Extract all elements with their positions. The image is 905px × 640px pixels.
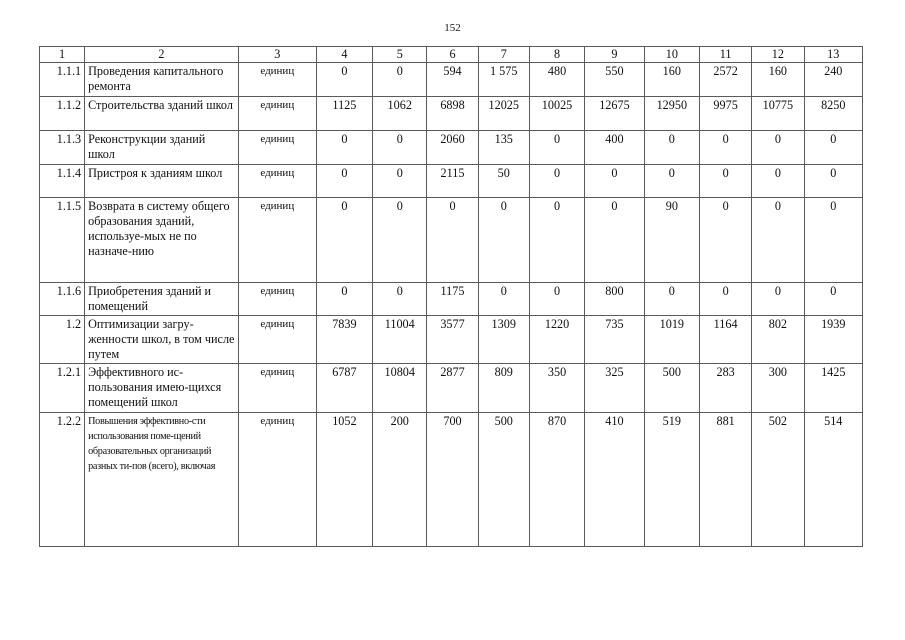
row-unit: единиц	[238, 63, 316, 97]
value-cell: 1164	[699, 316, 751, 364]
value-cell: 594	[427, 63, 478, 97]
value-cell: 0	[373, 198, 427, 283]
value-cell: 1 575	[478, 63, 529, 97]
value-cell: 802	[752, 316, 804, 364]
value-cell: 0	[427, 198, 478, 283]
col-header: 6	[427, 47, 478, 63]
table-row	[40, 165, 863, 198]
col-header: 13	[804, 47, 862, 63]
row-name: Повышения эффективно-сти использования поме-щений образовательных организаций разных ти-пов (всего), включая	[85, 413, 239, 547]
page-number: 152	[444, 22, 461, 34]
value-cell: 0	[478, 198, 529, 283]
value-cell: 0	[644, 131, 699, 165]
value-cell: 1052	[316, 413, 372, 547]
col-header: 10	[644, 47, 699, 63]
col-header: 1	[40, 47, 85, 63]
table-row	[40, 283, 863, 316]
row-unit: единиц	[238, 97, 316, 131]
value-cell: 0	[752, 165, 804, 198]
col-header: 2	[85, 47, 239, 63]
value-cell: 1019	[644, 316, 699, 364]
row-unit: единиц	[238, 316, 316, 364]
col-header: 5	[373, 47, 427, 63]
value-cell: 12950	[644, 97, 699, 131]
value-cell: 0	[804, 131, 862, 165]
value-cell: 283	[699, 364, 751, 413]
table-row	[40, 364, 863, 413]
row-id: 1.1.5	[40, 198, 85, 283]
row-unit: единиц	[238, 131, 316, 165]
value-cell: 0	[529, 165, 584, 198]
value-cell: 12025	[478, 97, 529, 131]
row-id: 1.2.1	[40, 364, 85, 413]
value-cell: 0	[804, 198, 862, 283]
value-cell: 0	[316, 165, 372, 198]
value-cell: 500	[478, 413, 529, 547]
value-cell: 50	[478, 165, 529, 198]
value-cell: 1939	[804, 316, 862, 364]
value-cell: 514	[804, 413, 862, 547]
value-cell: 11004	[373, 316, 427, 364]
value-cell: 700	[427, 413, 478, 547]
value-cell: 2115	[427, 165, 478, 198]
value-cell: 0	[316, 63, 372, 97]
value-cell: 0	[752, 283, 804, 316]
value-cell: 0	[644, 283, 699, 316]
value-cell: 0	[699, 198, 751, 283]
value-cell: 350	[529, 364, 584, 413]
value-cell: 410	[585, 413, 644, 547]
value-cell: 1175	[427, 283, 478, 316]
value-cell: 809	[478, 364, 529, 413]
row-unit: единиц	[238, 198, 316, 283]
row-name: Пристроя к зданиям школ	[85, 165, 239, 198]
value-cell: 240	[804, 63, 862, 97]
value-cell: 480	[529, 63, 584, 97]
value-cell: 0	[752, 198, 804, 283]
row-name: Возврата в систему общего образования зданий, используе-мых не по назначе-нию	[85, 198, 239, 283]
col-header: 9	[585, 47, 644, 63]
value-cell: 1309	[478, 316, 529, 364]
value-cell: 0	[316, 131, 372, 165]
value-cell: 800	[585, 283, 644, 316]
row-id: 1.1.4	[40, 165, 85, 198]
col-header: 12	[752, 47, 804, 63]
value-cell: 0	[699, 131, 751, 165]
value-cell: 0	[699, 283, 751, 316]
row-id: 1.1.3	[40, 131, 85, 165]
row-unit: единиц	[238, 283, 316, 316]
table-row	[40, 316, 863, 364]
value-cell: 0	[585, 198, 644, 283]
value-cell: 160	[644, 63, 699, 97]
value-cell: 519	[644, 413, 699, 547]
value-cell: 0	[529, 198, 584, 283]
row-unit: единиц	[238, 413, 316, 547]
data-table	[39, 46, 863, 547]
value-cell: 550	[585, 63, 644, 97]
row-id: 1.1.2	[40, 97, 85, 131]
value-cell: 1425	[804, 364, 862, 413]
table-row	[40, 131, 863, 165]
value-cell: 0	[804, 283, 862, 316]
value-cell: 0	[478, 283, 529, 316]
table-row	[40, 97, 863, 131]
table-row	[40, 413, 863, 547]
row-id: 1.1.1	[40, 63, 85, 97]
row-id: 1.1.6	[40, 283, 85, 316]
value-cell: 2060	[427, 131, 478, 165]
value-cell: 200	[373, 413, 427, 547]
table-row	[40, 198, 863, 283]
row-name: Эффективного ис-пользования имею-щихся помещений школ	[85, 364, 239, 413]
value-cell: 0	[316, 198, 372, 283]
col-header: 11	[699, 47, 751, 63]
value-cell: 6898	[427, 97, 478, 131]
value-cell: 0	[316, 283, 372, 316]
value-cell: 0	[373, 131, 427, 165]
value-cell: 2572	[699, 63, 751, 97]
value-cell: 3577	[427, 316, 478, 364]
value-cell: 502	[752, 413, 804, 547]
value-cell: 0	[373, 165, 427, 198]
value-cell: 90	[644, 198, 699, 283]
value-cell: 881	[699, 413, 751, 547]
row-name: Проведения капитального ремонта	[85, 63, 239, 97]
col-header: 7	[478, 47, 529, 63]
value-cell: 0	[373, 283, 427, 316]
value-cell: 1220	[529, 316, 584, 364]
value-cell: 10775	[752, 97, 804, 131]
row-name: Реконструкции зданий школ	[85, 131, 239, 165]
value-cell: 9975	[699, 97, 751, 131]
row-name: Приобретения зданий и помещений	[85, 283, 239, 316]
value-cell: 0	[804, 165, 862, 198]
value-cell: 0	[699, 165, 751, 198]
col-header: 3	[238, 47, 316, 63]
row-id: 1.2.2	[40, 413, 85, 547]
value-cell: 12675	[585, 97, 644, 131]
header-row	[40, 47, 863, 63]
value-cell: 7839	[316, 316, 372, 364]
value-cell: 0	[373, 63, 427, 97]
value-cell: 0	[585, 165, 644, 198]
table-row	[40, 63, 863, 97]
row-unit: единиц	[238, 165, 316, 198]
value-cell: 160	[752, 63, 804, 97]
value-cell: 300	[752, 364, 804, 413]
value-cell: 2877	[427, 364, 478, 413]
col-header: 8	[529, 47, 584, 63]
value-cell: 0	[644, 165, 699, 198]
row-name: Строительства зданий школ	[85, 97, 239, 131]
value-cell: 0	[529, 283, 584, 316]
value-cell: 500	[644, 364, 699, 413]
value-cell: 1125	[316, 97, 372, 131]
row-unit: единиц	[238, 364, 316, 413]
value-cell: 0	[529, 131, 584, 165]
value-cell: 6787	[316, 364, 372, 413]
row-name: Оптимизации загру-женности школ, в том числе путем	[85, 316, 239, 364]
value-cell: 1062	[373, 97, 427, 131]
value-cell: 400	[585, 131, 644, 165]
value-cell: 0	[752, 131, 804, 165]
row-id: 1.2	[40, 316, 85, 364]
value-cell: 10804	[373, 364, 427, 413]
value-cell: 8250	[804, 97, 862, 131]
value-cell: 135	[478, 131, 529, 165]
value-cell: 325	[585, 364, 644, 413]
value-cell: 10025	[529, 97, 584, 131]
col-header: 4	[316, 47, 372, 63]
value-cell: 870	[529, 413, 584, 547]
value-cell: 735	[585, 316, 644, 364]
